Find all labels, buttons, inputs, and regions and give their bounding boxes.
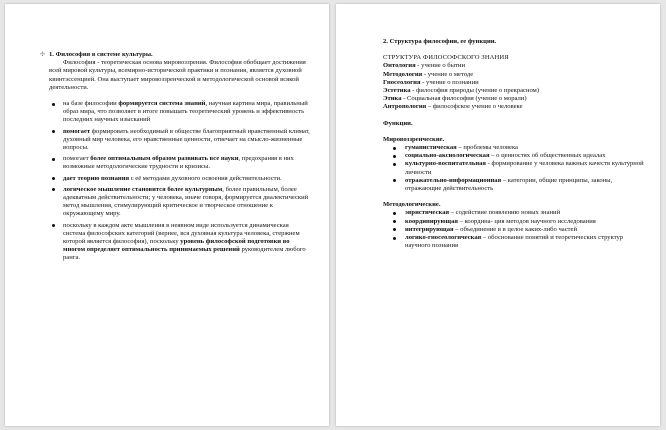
list-item-text: руководителем любого ранга.	[63, 246, 306, 262]
section-1-bullet-list	[49, 100, 311, 263]
page-2-content	[383, 38, 645, 250]
list-item-text: на базе философии	[63, 100, 119, 108]
list-item-text: , научная картина мира, правильный образ мира, что позволяет в итоге повышать теоретический уровень и эффективность последних научных изысканий	[63, 100, 308, 124]
function-term: культурно-воспитательная	[405, 160, 486, 168]
worldview-heading: Мировоззренческие.	[383, 135, 445, 143]
bullet-icon	[393, 228, 396, 231]
structure-item	[383, 95, 645, 103]
list-item	[383, 226, 645, 234]
spacer	[383, 128, 645, 136]
function-term: логико-гносеологическая	[405, 234, 482, 242]
list-item-bold-text: формируется система знаний	[118, 100, 206, 108]
function-desc: – о ценностях об общественных идеалах	[489, 152, 606, 160]
spacer	[383, 193, 645, 201]
document-page-2	[336, 4, 660, 426]
list-item	[49, 175, 311, 183]
bullet-icon	[52, 188, 55, 191]
structure-list	[383, 62, 645, 111]
structure-desc: – философское учение о человеке	[426, 103, 523, 111]
structure-title: СТРУКТУРА ФИЛОСОФСКОГО ЗНАНИЯ	[383, 54, 509, 62]
section-2-heading: 2. Структура философии, ее функции.	[383, 38, 497, 45]
structure-item	[383, 87, 645, 95]
function-desc: – объединение в в целое каких-либо частей	[453, 225, 577, 233]
structure-term: Методология	[383, 70, 423, 78]
section-1-intro: Философия - теоретическая основа мировоззрения. Философия обобщает достижения всей мировой культуры, всемирно-исторической практики и познания, является духовной квинтэссенцией. Она выступает мировоззренческой и методологической основой всякой деятельности.	[49, 59, 306, 91]
list-item-bold-text: уровень философской подготовки во многом определяет оптимальность принимаемых решений	[63, 238, 290, 254]
function-desc: – категории, общие принципы, законы, отражающие действительность	[405, 176, 613, 193]
list-item	[49, 128, 311, 153]
function-term: гуманистическая	[405, 144, 457, 152]
structure-desc: - философия природы (учение о прекрасном)	[410, 87, 540, 95]
bullet-icon	[393, 163, 396, 166]
structure-desc: - учение о познании	[420, 78, 479, 86]
function-term: интегрирующая	[405, 225, 454, 233]
list-item	[383, 234, 645, 250]
list-item	[383, 218, 645, 226]
bullet-icon	[393, 155, 396, 158]
structure-item	[383, 79, 645, 87]
bullet-icon	[52, 130, 55, 133]
list-item-text: , предохраняя в них возможные методологические трудности и кризисы.	[63, 155, 294, 171]
methodological-function-list	[383, 209, 645, 250]
function-term: отражательно-информационная	[405, 176, 502, 184]
bullet-icon	[52, 177, 55, 180]
list-item	[383, 152, 645, 160]
function-term: эвристическая	[405, 209, 450, 217]
list-item-text: , более правильным, более адекватным действительности; у человека, иначе говоря, формируется диалектический метод мышления, стимулирующий критическое и творческое отношение к окружающему миру.	[63, 185, 309, 218]
spacer	[49, 92, 311, 100]
function-term: координирующая	[405, 217, 458, 225]
methodological-heading: Методологические.	[383, 201, 441, 209]
list-item-text: формировать необходимый в обществе благоприятный нравственный климат, духовный мир человека, его нравственные ценности, отвечает на смысло-жизненные вопросы.	[63, 127, 310, 152]
list-item-text: помогает	[63, 155, 91, 163]
bullet-icon	[393, 212, 396, 215]
list-item	[49, 222, 311, 263]
bullet-icon	[52, 158, 55, 161]
structure-term: Этика	[383, 95, 402, 103]
worldview-function-list	[383, 144, 645, 193]
section-1-heading: 1. Философия в системе культуры.	[49, 51, 153, 58]
page-1-content	[49, 51, 311, 266]
structure-item	[383, 71, 645, 79]
list-item	[49, 155, 311, 171]
structure-item	[383, 62, 645, 70]
list-item-bold-text: помогает	[63, 127, 91, 135]
function-desc: - формирование у человека важных качеств культурной личности	[405, 160, 644, 176]
list-item-bold-text: дает теорию познания	[63, 174, 130, 182]
list-item-bold-text: более оптимальным образом развивать все науки	[90, 155, 239, 163]
bullet-icon	[52, 224, 55, 227]
structure-desc: - учение о методе	[422, 70, 474, 78]
list-item	[383, 177, 645, 193]
function-desc: – координа- ция методов научного исследования	[457, 217, 596, 225]
spacer	[383, 46, 645, 54]
structure-term: Онтология	[383, 62, 416, 70]
functions-heading: Функции.	[383, 119, 413, 127]
bullet-icon	[393, 147, 396, 150]
list-item-text: поскольку в каждом акте мышления в неявном виде используется динамическая система философских категорий (вернее, вся духовная культура человека, стержнем которой является философия), поскольку	[63, 221, 300, 246]
function-desc: – проблемы человека	[456, 144, 518, 152]
bullet-icon	[393, 179, 396, 182]
list-item-bold-text: логическое мышление становится более культурным	[63, 185, 223, 193]
paragraph-anchor-icon: ✣	[40, 52, 46, 58]
list-item	[383, 209, 645, 217]
spacer	[383, 112, 645, 120]
list-item	[49, 100, 311, 125]
list-item	[383, 160, 645, 176]
list-item	[49, 186, 311, 219]
list-item	[383, 144, 645, 152]
function-desc: – обоснование понятий и теоретических структур научного познания	[405, 234, 624, 250]
structure-desc: - Социальная философия (учение о морали)	[401, 95, 527, 103]
structure-term: Эстетика	[383, 87, 411, 95]
bullet-icon	[393, 220, 396, 223]
structure-desc: - учение о бытии	[415, 62, 465, 70]
bullet-icon	[52, 103, 55, 106]
bullet-icon	[393, 237, 396, 240]
function-desc: – содействие появлению новых знаний	[449, 209, 561, 217]
structure-term: Гносеология	[383, 78, 421, 86]
function-term: социально-аксиологическая	[405, 152, 490, 160]
document-page-1	[5, 4, 329, 426]
structure-item	[383, 103, 645, 111]
list-item-text: с её методами духовного освоения действительности.	[129, 174, 282, 182]
structure-term: Антропология	[383, 103, 427, 111]
